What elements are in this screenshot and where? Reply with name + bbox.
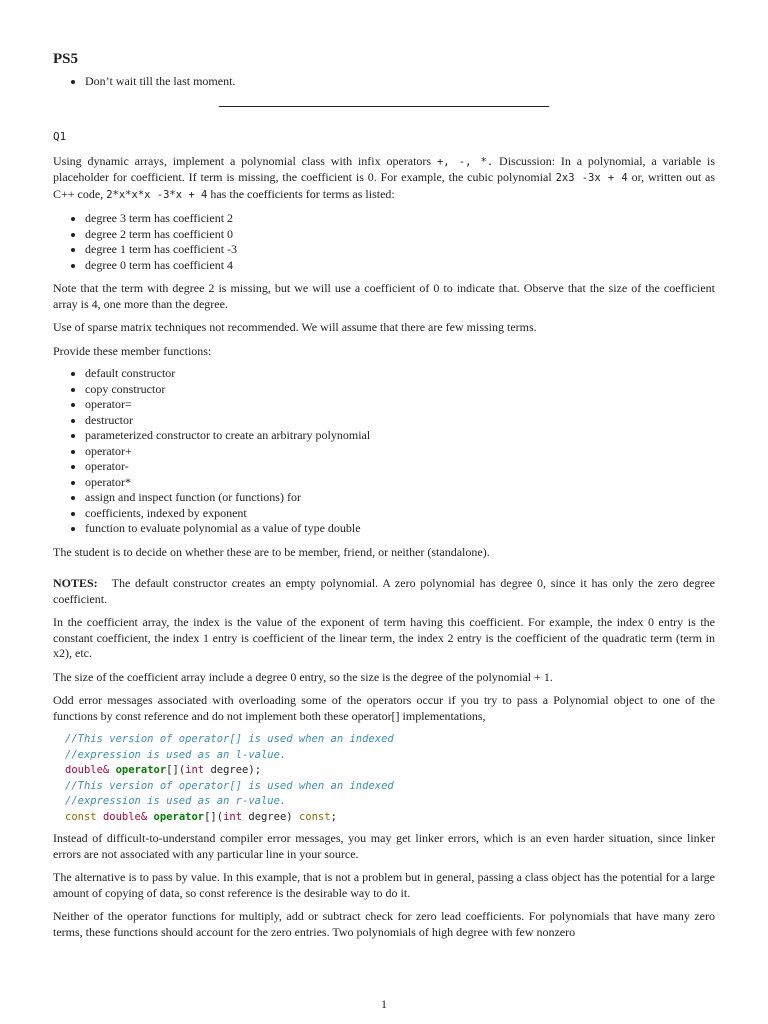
polynomial-math: 2x3 -3x + 4 [555, 172, 628, 184]
paragraph-missing-term: Note that the term with degree 2 is missing, but we will use a coefficient of 0 to indicate that. Observe that the size of the coefficient array is 4, one more than the degree. [53, 281, 715, 311]
list-item: • operator+ [85, 444, 715, 460]
polynomial-code: 2*x*x*x -3*x + 4 [106, 188, 208, 201]
paragraph-linker: Instead of difficult-to-understand compiler error messages, you may get linker errors, which is an even harder situation, since linker errors are not associated with any particular line in your source. [53, 831, 715, 861]
document-body [53, 52, 715, 948]
list-item: • default constructor [85, 366, 715, 382]
code-comment: //expression is used as an r-value. [65, 795, 287, 807]
intro-paragraph: Using dynamic arrays, implement a polynomial class with infix operators +, -, *. Discussion: In a polynomial, a variable is placeholder for coefficient. If term is missing, the coefficient is 0. For example, the cubic polynomial 2x3 -3x + 4 or, written out as C++ code, 2*x*x*x -3*x + 4 has the coefficients for terms as listed: [53, 153, 716, 201]
list-item: • assign and inspect function (or functions) for [85, 490, 715, 506]
page-number: 1 [381, 997, 387, 1011]
paragraph-pass-by-value: The alternative is to pass by value. In this example, that is not a problem but in general, passing a class object has the potential for a large amount of copying of data, so const reference is the desirable way to do it. [53, 870, 715, 900]
list-item: • operator- [85, 459, 715, 475]
question-label: Q1 [53, 130, 67, 143]
term-list [53, 211, 715, 273]
paragraph-provide: Provide these member functions: [53, 343, 212, 358]
operators-code: +, -, *. [436, 155, 494, 168]
list-item: • degree 1 term has coefficient -3 [85, 242, 715, 258]
paragraph-decide: The student is to decide on whether these are to be member, friend, or neither (standalone). [53, 544, 490, 559]
paragraph-index: In the coefficient array, the index is the value of the exponent of term having this coefficient. For example, the index 0 entry is the constant coefficient, the index 1 entry is coefficient of the linear term, the index 2 entry is the coefficient of the quadratic term (term in x2), etc. [53, 615, 715, 660]
list-item: • degree 3 term has coefficient 2 [85, 211, 715, 227]
code-comment: //This version of operator[] is used when an indexed [65, 779, 394, 792]
paragraph-neither: Neither of the operator functions for multiply, add or subtract check for zero lead coefficients. For polynomials that have many zero terms, these functions should account for the zero entries. Two polynomials of high degree with few nonzero [53, 909, 715, 939]
list-item: • operator= [85, 397, 715, 413]
horizontal-rule [219, 106, 549, 107]
paragraph-odd-errors: Odd error messages associated with overloading some of the operators occur if you try to pass a Polynomial object to one of the functions by const reference and do not implement both these operator[] implementations, [53, 693, 715, 723]
list-item: • coefficients, indexed by exponent [85, 506, 715, 522]
list-item: • parameterized constructor to create an arbitrary polynomial [85, 428, 715, 444]
paragraph-size: The size of the coefficient array include a degree 0 entry, so the size is the degree of the polynomial + 1. [53, 669, 553, 684]
list-item: • degree 2 term has coefficient 0 [85, 227, 715, 243]
code-comment: //This version of operator[] is used when an indexed [65, 733, 394, 745]
list-item: • Don’t wait till the last moment. [85, 74, 715, 90]
page-title: PS5 [53, 51, 79, 67]
list-item: • operator* [85, 475, 715, 491]
function-list [53, 366, 715, 537]
list-item: • degree 0 term has coefficient 4 [85, 258, 715, 274]
header-bullet-list [53, 74, 715, 90]
code-comment: //expression is used as an l-value. [65, 748, 287, 761]
code-block: //This version of operator[] is used when an indexed //expression is used as an l-value. double& operator[](int degree); //This version of operator[] is used when an indexed //expression is used as an r-value. const double& operator[](int degree) const; [65, 733, 394, 823]
paragraph-sparse: Use of sparse matrix techniques not recommended. We will assume that there are few missing terms. [53, 320, 537, 334]
paragraph-notes: NOTES: The default constructor creates an empty polynomial. A zero polynomial has degree 0, since it has only the zero degree coefficient. [53, 576, 715, 606]
list-item: • function to evaluate polynomial as a value of type double [85, 521, 715, 537]
list-item: • copy constructor [85, 382, 715, 398]
list-item: • destructor [85, 413, 715, 429]
notes-label: NOTES: [53, 576, 98, 590]
